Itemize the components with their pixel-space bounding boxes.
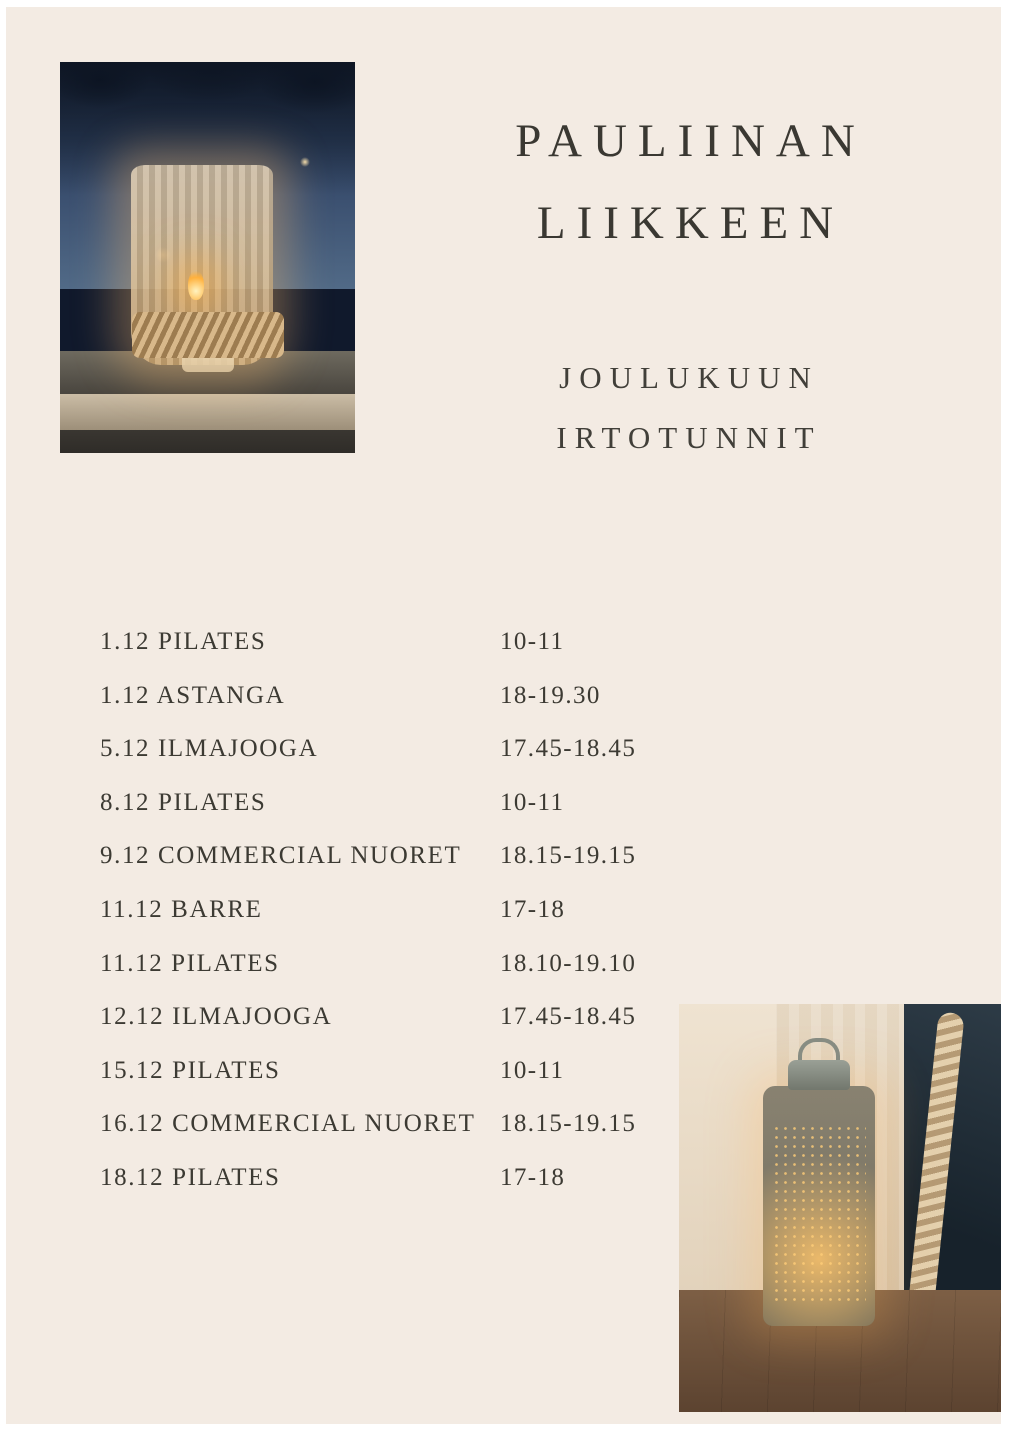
schedule-row [100,789,700,843]
photo-sill-board [60,394,355,429]
schedule-row [100,735,700,789]
schedule-row [100,1110,700,1164]
schedule-class-time: 18-19.30 [500,681,601,709]
schedule-class-time: 17.45-18.45 [500,1003,637,1031]
schedule-class-name: 9.12 COMMERCIAL NUORET [100,842,462,870]
photo-wall [679,1004,776,1298]
schedule-row [100,628,700,682]
schedule-class-time: 18.15-19.15 [500,1110,637,1138]
schedule-row [100,842,700,896]
candle-lantern-window-photo [60,62,355,453]
photo-metal-lantern [763,1086,875,1326]
schedule-class-name: 8.12 PILATES [100,788,267,816]
schedule-class-name: 12.12 ILMAJOOGA [100,1003,333,1031]
metal-lantern-floor-photo [679,1004,1001,1412]
photo-rope-bottom [132,312,284,358]
schedule-class-name: 16.12 COMMERCIAL NUORET [100,1110,476,1138]
schedule-row [100,1003,700,1057]
photo-flame [188,270,204,300]
schedule-class-name: 15.12 PILATES [100,1056,281,1084]
schedule-class-name: 11.12 BARRE [100,895,263,923]
schedule-class-name: 5.12 ILMAJOOGA [100,735,319,763]
schedule-class-name: 11.12 PILATES [100,949,280,977]
title-line-1: PAULIINAN [515,115,866,167]
photo-lantern-cap [788,1060,850,1090]
subtitle-line-1: JOULUKUUN [559,360,819,395]
schedule-class-time: 17-18 [500,1163,566,1191]
schedule-class-time: 17.45-18.45 [500,735,637,763]
poster-subtitle [400,348,970,469]
subtitle-line-2: IRTOTUNNIT [556,420,822,456]
photo-streetlight [300,157,310,167]
schedule-class-name: 1.12 ASTANGA [100,681,286,709]
schedule-row [100,1164,700,1218]
schedule-row [100,950,700,1004]
photo-lantern-perforations [772,1124,866,1306]
title-line-2: LIIKKEEN [536,197,845,250]
schedule-row [100,682,700,736]
schedule-class-time: 10-11 [500,1056,565,1084]
schedule-class-time: 10-11 [500,788,565,816]
schedule-class-name: 1.12 PILATES [100,628,267,655]
schedule-class-time: 18.15-19.15 [500,842,637,870]
schedule-class-time: 18.10-19.10 [500,949,637,977]
schedule-class-time: 17-18 [500,895,566,923]
poster-title [400,100,970,265]
schedule-class-name: 18.12 PILATES [100,1163,281,1191]
schedule-class-time: 10-11 [500,628,565,655]
schedule-row [100,896,700,950]
schedule-row [100,1057,700,1111]
photo-rope-top [133,128,283,154]
class-schedule-list [100,628,700,1218]
